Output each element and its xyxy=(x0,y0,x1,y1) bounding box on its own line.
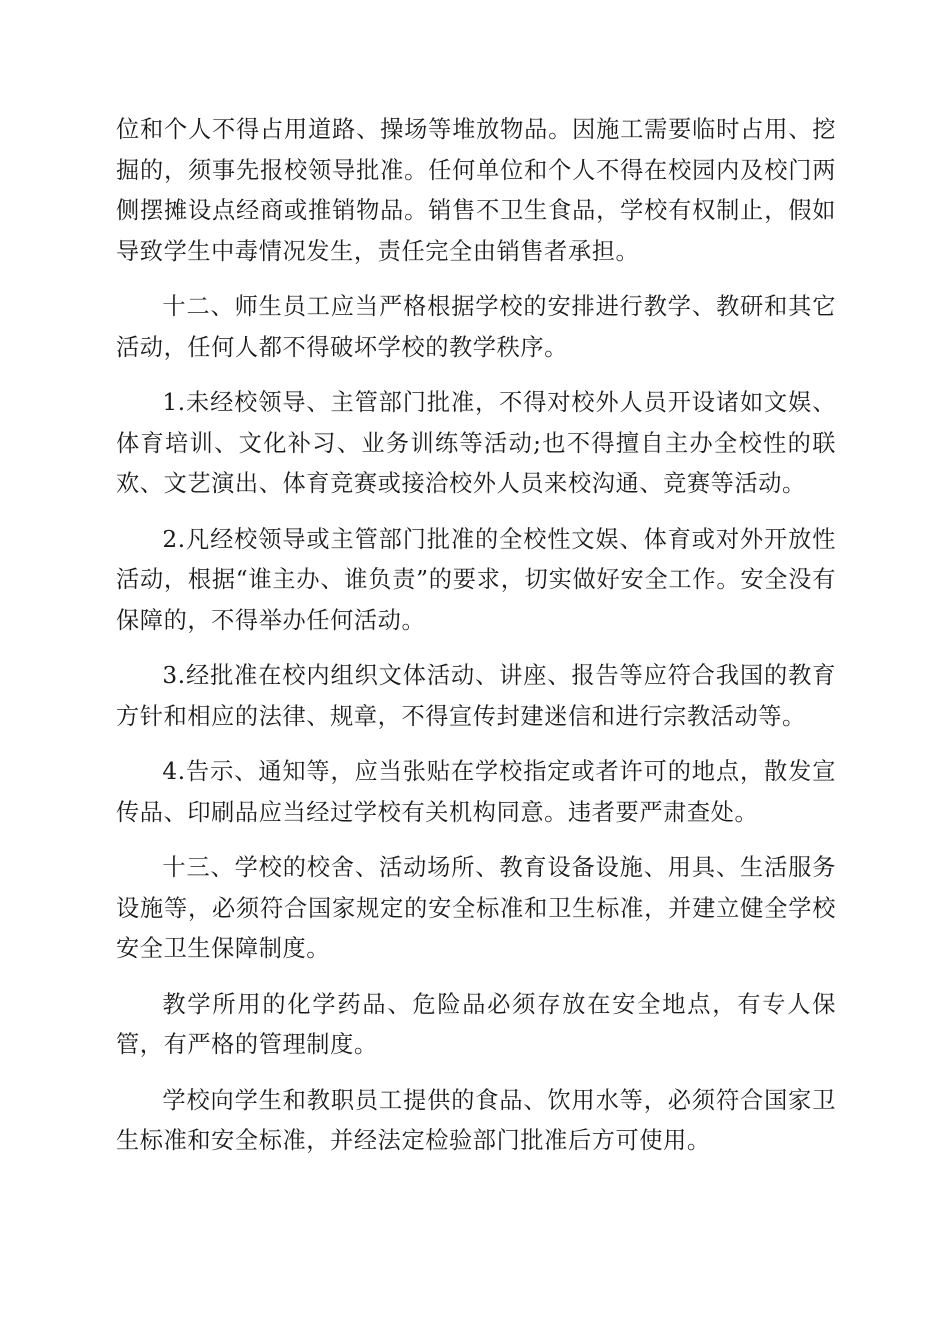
paragraph-article-12: 十二、师生员工应当严格根据学校的安排进行教学、教研和其它活动，任何人都不得破坏学校的教学秩序。 xyxy=(116,293,836,361)
paragraph-item-4: 4.告示、通知等，应当张贴在学校指定或者许可的地点，散发宣传品、印刷品应当经过学校有关机构同意。违者要严肃查处。 xyxy=(116,758,836,826)
document-body xyxy=(116,110,836,1177)
paragraph-continuation: 位和个人不得占用道路、操场等堆放物品。因施工需要临时占用、挖掘的，须事先报校领导批准。任何单位和个人不得在校园内及校门两侧摆摊设点经商或推销物品。销售不卫生食品，学校有权制止，假如导致学生中毒情况发生，责任完全由销售者承担。 xyxy=(116,116,836,265)
paragraph-food-water: 学校向学生和教职员工提供的食品、饮用水等，必须符合国家卫生标准和安全标准，并经法定检验部门批准后方可使用。 xyxy=(116,1086,836,1154)
paragraph-item-2: 2.凡经校领导或主管部门批准的全校性文娱、体育或对外开放性活动，根据“谁主办、谁负责”的要求，切实做好安全工作。安全没有保障的，不得举办任何活动。 xyxy=(116,525,836,634)
paragraph-item-3: 3.经批准在校内组织文体活动、讲座、报告等应符合我国的教育方针和相应的法律、规章，不得宣传封建迷信和进行宗教活动等。 xyxy=(116,662,836,730)
paragraph-article-13: 十三、学校的校舍、活动场所、教育设备设施、用具、生活服务设施等，必须符合国家规定的安全标准和卫生标准，并建立健全学校安全卫生保障制度。 xyxy=(116,854,836,962)
paragraph-item-1: 1.未经校领导、主管部门批准，不得对校外人员开设诸如文娱、体育培训、文化补习、业务训练等活动;也不得擅自主办全校性的联欢、文艺演出、体育竞赛或接洽校外人员来校沟通、竞赛等活动。 xyxy=(116,389,836,497)
paragraph-chemicals: 教学所用的化学药品、危险品必须存放在安全地点，有专人保管，有严格的管理制度。 xyxy=(116,990,836,1058)
